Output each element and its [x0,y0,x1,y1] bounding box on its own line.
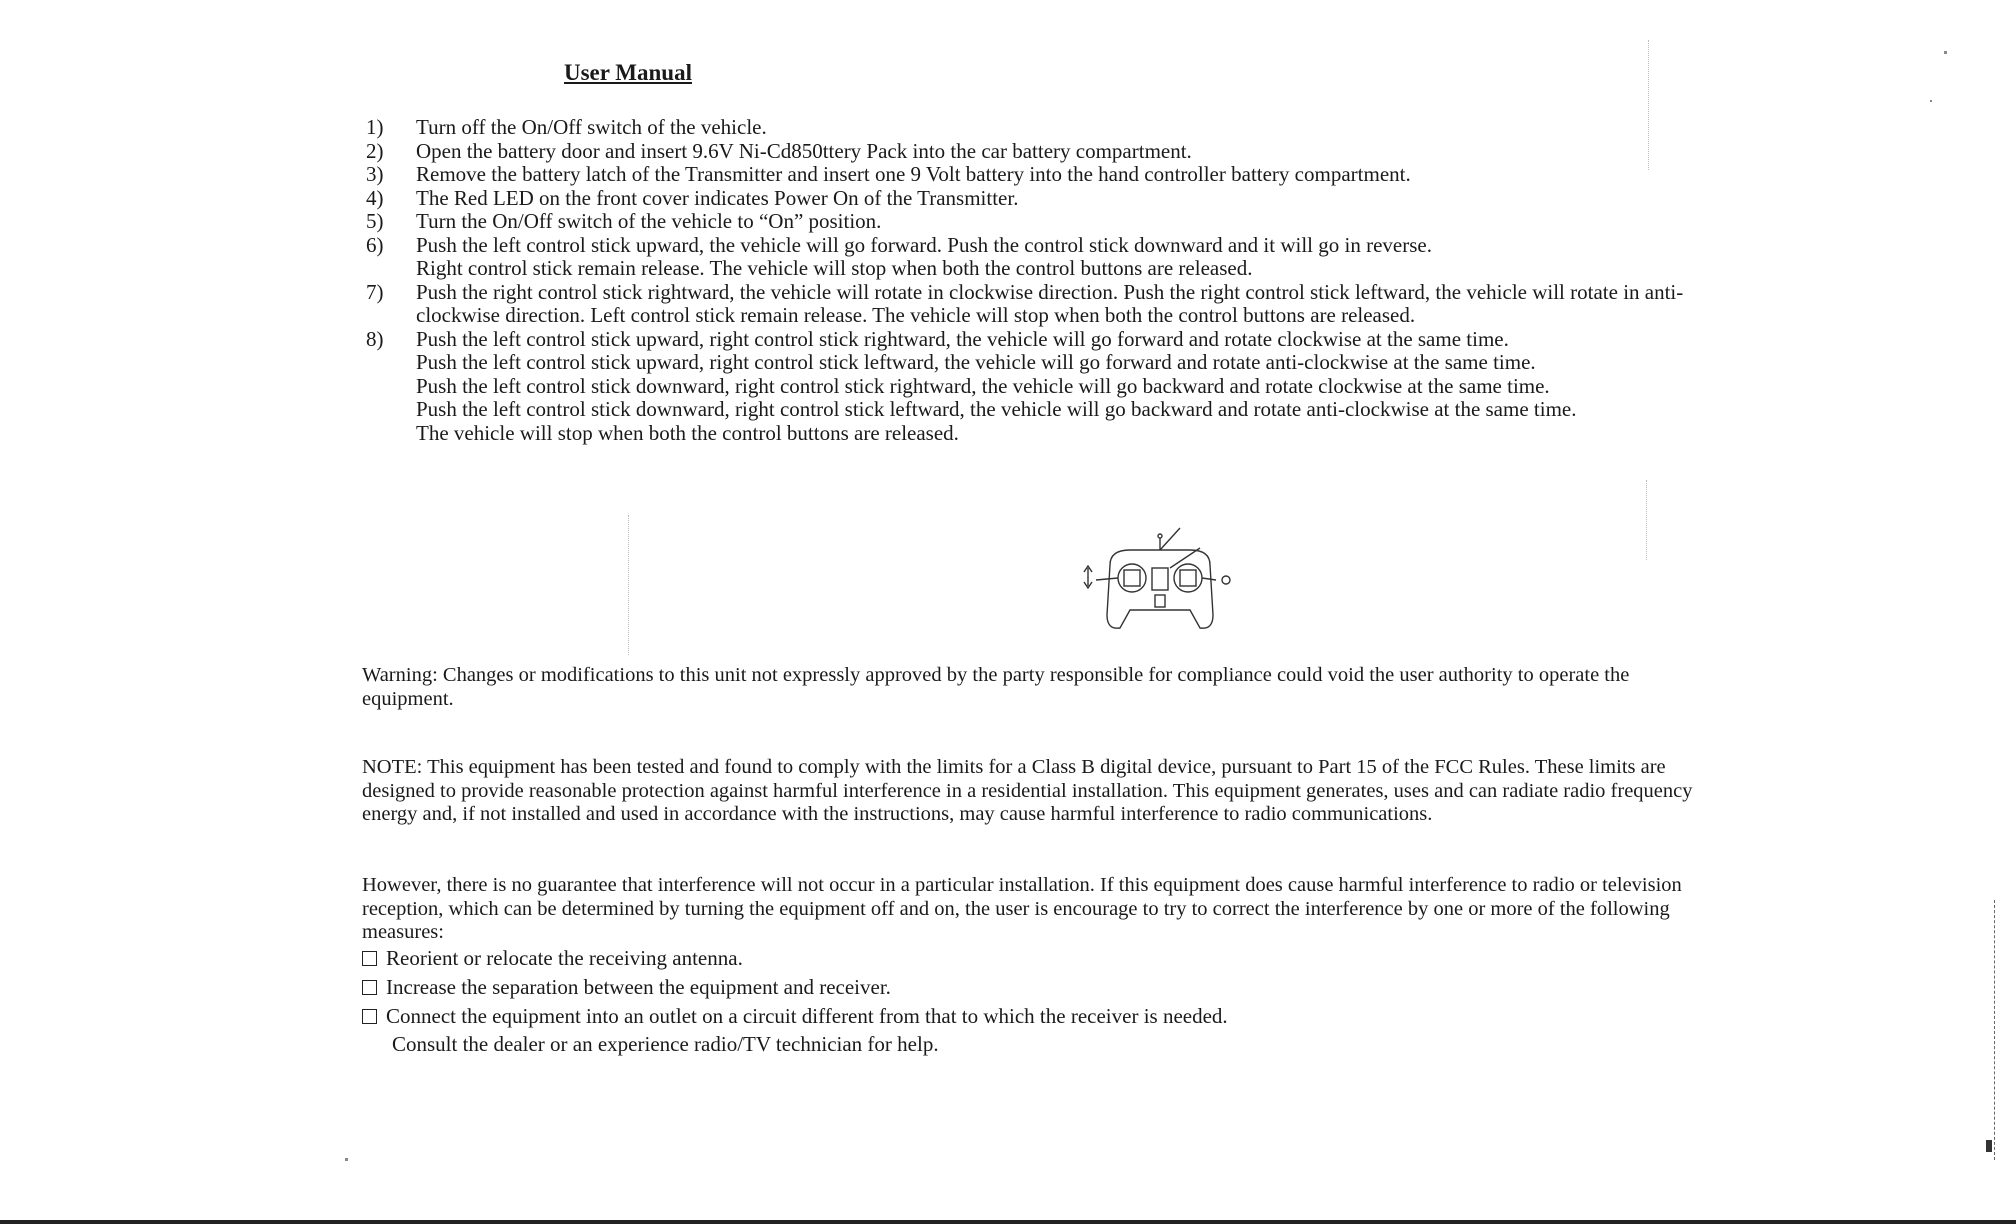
step-number: 4) [366,185,384,210]
step-3 [366,163,1886,187]
step-1 [366,116,1886,140]
scan-speck [345,1158,348,1161]
step-text: The Red LED on the front cover indicates Power On of the Transmitter. [416,185,1019,210]
step-text: Remove the battery latch of the Transmitter and insert one 9 Volt battery into the hand controller battery compartment. [416,162,1411,186]
measure-text: Connect the equipment into an outlet on a circuit different from that to which the receiver is needed. [386,1004,1228,1028]
checkbox-icon [362,1009,377,1024]
step-number: 8) [366,326,384,351]
step-number: 1) [366,115,384,139]
controller-diagram [1060,520,1260,640]
instruction-list [366,116,1886,445]
measure-item [362,1002,1762,1031]
step-text: Push the left control stick upward, right control stick leftward, the vehicle will go forward and rotate anti-clockwise at the same time. [416,350,1536,374]
note-line: energy and, if not installed and used in accordance with the instructions, may cause harmful interference to radio communications. [362,803,1433,825]
step-6 [366,234,1886,281]
interference-paragraph [362,874,1932,945]
scan-speck [1944,51,1947,54]
page-title: User Manual [564,60,692,85]
scan-speck [1986,1140,1992,1152]
measure-text: Reorient or relocate the receiving antenna. [386,946,743,970]
step-8 [366,328,1886,446]
step-text: Push the left control stick upward, right control stick rightward, the vehicle will go forward and rotate clockwise at the same time. [416,326,1509,351]
step-text: Push the left control stick downward, right control stick leftward, the vehicle will go backward and rotate anti-clockwise at the same time. [416,397,1577,421]
step-text: clockwise direction. Left control stick remain release. The vehicle will stop when both the control buttons are released. [416,303,1416,327]
page-bottom-edge [0,1220,2016,1224]
scan-artifact-line [1994,900,1995,1160]
scan-speck [1930,100,1932,102]
checkbox-icon [362,951,377,966]
step-7 [366,281,1886,328]
step-2 [366,140,1886,164]
step-text: Push the left control stick downward, right control stick rightward, the vehicle will go backward and rotate clockwise at the same time. [416,373,1550,398]
however-line: reception, which can be determined by turning the equipment off and on, the user is encourage to try to correct the interference by one or more of the following [362,897,1670,920]
step-5 [366,210,1886,234]
consult-line: Consult the dealer or an experience radio/TV technician for help. [392,1032,939,1056]
step-number: 5) [366,209,384,233]
measure-item [362,973,1762,1002]
warning-paragraph [362,664,1932,711]
step-text: Turn off the On/Off switch of the vehicle. [416,115,767,139]
step-text: Push the right control stick rightward, the vehicle will rotate in clockwise direction. Push the right control stick leftward, the vehicle will rotate in anti- [416,279,1684,304]
step-number: 7) [366,279,384,304]
warning-line: equipment. [362,687,454,710]
measure-text: Increase the separation between the equipment and receiver. [386,975,891,999]
step-text: Open the battery door and insert 9.6V Ni-Cd850ttery Pack into the car battery compartment. [416,138,1192,163]
measures-list [362,944,1762,1057]
step-number: 2) [366,138,384,163]
scan-artifact-line [1646,480,1647,560]
warning-line: Warning: Changes or modifications to this unit not expressly approved by the party responsible for compliance could void the user authority to operate the [362,664,1630,686]
however-line: However, there is no guarantee that interference will not occur in a particular installation. If this equipment does cause harmful interference to radio or television [362,874,1682,896]
step-text: The vehicle will stop when both the control buttons are released. [416,420,959,445]
measure-item [362,944,1762,973]
step-number: 3) [366,162,384,186]
scan-artifact-line [628,515,629,655]
step-4 [366,187,1886,211]
step-text: Turn the On/Off switch of the vehicle to “On” position. [416,209,882,233]
however-line: measures: [362,921,444,943]
fcc-note-paragraph [362,756,1932,827]
step-text: Right control stick remain release. The vehicle will stop when both the control buttons are released. [416,256,1253,280]
step-text: Push the left control stick upward, the vehicle will go forward. Push the control stick downward and it will go in reverse. [416,232,1432,257]
scan-artifact-line [1648,40,1649,170]
note-line: NOTE: This equipment has been tested and found to comply with the limits for a Class B digital device, pursuant to Part 15 of the FCC Rules. These limits are [362,756,1666,778]
checkbox-icon [362,980,377,995]
note-line: designed to provide reasonable protection against harmful interference in a residential installation. This equipment generates, uses and can radiate radio frequency [362,779,1693,802]
step-number: 6) [366,232,384,257]
